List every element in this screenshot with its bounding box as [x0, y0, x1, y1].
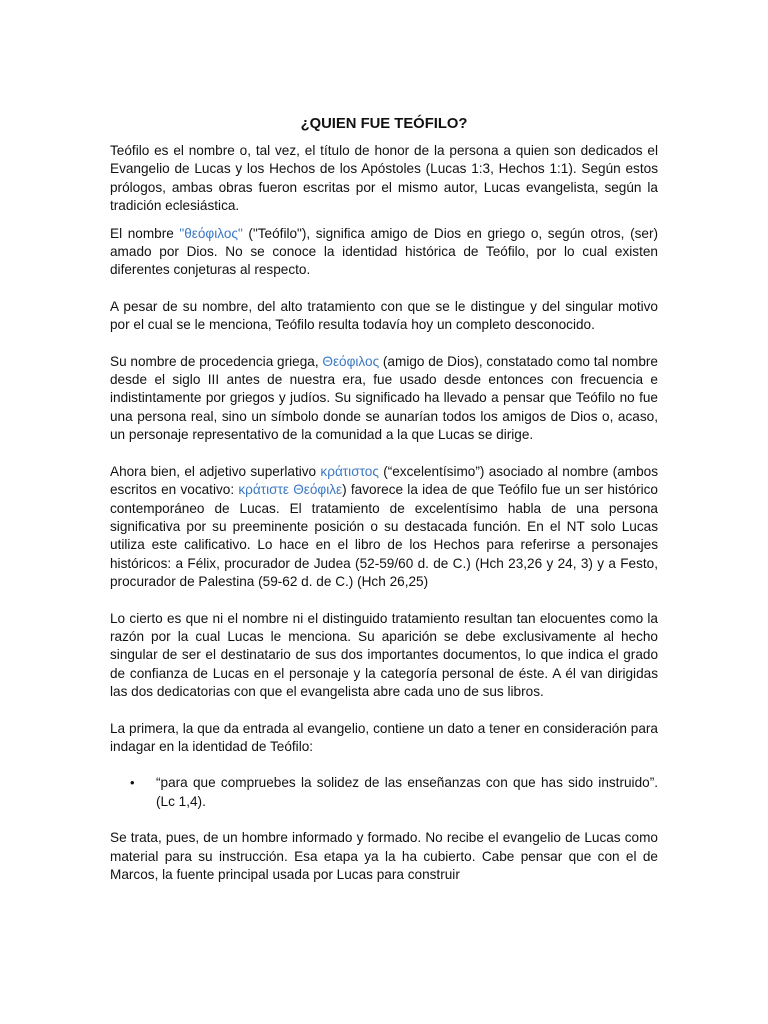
text-run: (“excelentísimo”) asociado al nombre (ambos escritos en vocativo:: [110, 463, 659, 498]
paragraph-name-meaning: [110, 225, 658, 280]
greek-term-theophilos-capital[interactable]: Θεόφιλος: [322, 353, 380, 369]
greek-term-theophilos[interactable]: "θεόφιλος": [179, 225, 243, 241]
paragraph-first-dedication: La primera, la que da entrada al evangelio, contiene un dato a tener en consideración para indagar en la identidad de Teófilo:: [110, 720, 658, 754]
quote-list: [110, 774, 658, 811]
greek-term-kratiste-theophile[interactable]: κράτιστε Θεόφιλε: [238, 482, 343, 498]
text-run: Ahora bien, el adjetivo superlativo: [110, 463, 321, 479]
paragraph-intro: Teófilo es el nombre o, tal vez, el título de honor de la persona a quien son dedicados el Evangelio de Lucas y los Hechos de los Apóstoles (Lucas 1:3, Hechos 1:1). Según estos prólogos, ambas obras fueron escritas por el mismo autor, Lucas evangelista, según la tradición eclesiástica.: [110, 143, 658, 214]
text-run: El nombre: [110, 225, 180, 241]
paragraph-reason: Lo cierto es que ni el nombre ni el distinguido tratamiento resultan tan elocuentes como la razón por la cual Lucas le menciona. Su aparición se debe exclusivamente al hecho singular de ser el destinatario de sus dos importantes documentos, lo que indica el grado de confianza de Lucas en el personaje y la categoría personal de éste. A él van dirigidas las dos dedicatorias con que el evangelista abre cada uno de sus libros.: [110, 610, 658, 700]
list-item: [130, 774, 658, 811]
bullet-icon: •: [130, 775, 135, 791]
text-run: Su nombre de procedencia griega,: [110, 353, 323, 369]
page-title: ¿QUIEN FUE TEÓFILO?: [300, 116, 468, 132]
quote-text: “para que compruebes la solidez de las enseñanzas con que has sido instruido”. (Lc 1,4).: [156, 775, 658, 809]
paragraph-informed-man: Se trata, pues, de un hombre informado y formado. No recibe el evangelio de Lucas como material para su instrucción. Esa etapa ya la ha cubierto. Cabe pensar que con el de Marcos, la fuente principal usada por Lucas para construir: [110, 830, 658, 882]
text-run: (amigo de Dios), constatado como tal nombre desde el siglo III antes de nuestra era, fue usado desde entonces con frecuencia e indistintamente por griegos y judíos. Su significado ha llevado a pensar que Teófilo no fue una persona real, sino un símbolo donde se aunarían todos los amigos de Dios o, acaso, un personaje representativo de la comunidad a la que Lucas se dirige.: [110, 353, 658, 443]
text-run: ("Teófilo"), significa amigo de Dios en griego o, según otros, (ser) amado por Dios. No se conoce la identidad histórica de Teófilo, por lo cual existen diferentes conjeturas al respecto.: [110, 225, 659, 278]
text-run: ) favorece la idea de que Teófilo fue un ser histórico contemporáneo de Lucas. El tratamiento de excelentísimo habla de una persona significativa por su preeminente posición o su destacada función. En el NT solo Lucas utiliza este calificativo. Lo hace en el libro de los Hechos para referirse a personajes históricos: a Félix, procurador de Judea (52-59/60 d. de C.) (Hch 23,26 y 24, 3) y a Festo, procurador de Palestina (59-62 d. de C.) (Hch 26,25): [110, 482, 658, 590]
paragraph-superlative: [110, 463, 658, 592]
paragraph-unknown: A pesar de su nombre, del alto tratamiento con que se le distingue y del singular motivo por el cual se le menciona, Teófilo resulta todavía hoy un completo desconocido.: [110, 298, 658, 333]
document-page: [110, 114, 658, 884]
paragraph-greek-origin: [110, 353, 658, 445]
greek-term-kratistos[interactable]: κράτιστος: [320, 463, 379, 479]
